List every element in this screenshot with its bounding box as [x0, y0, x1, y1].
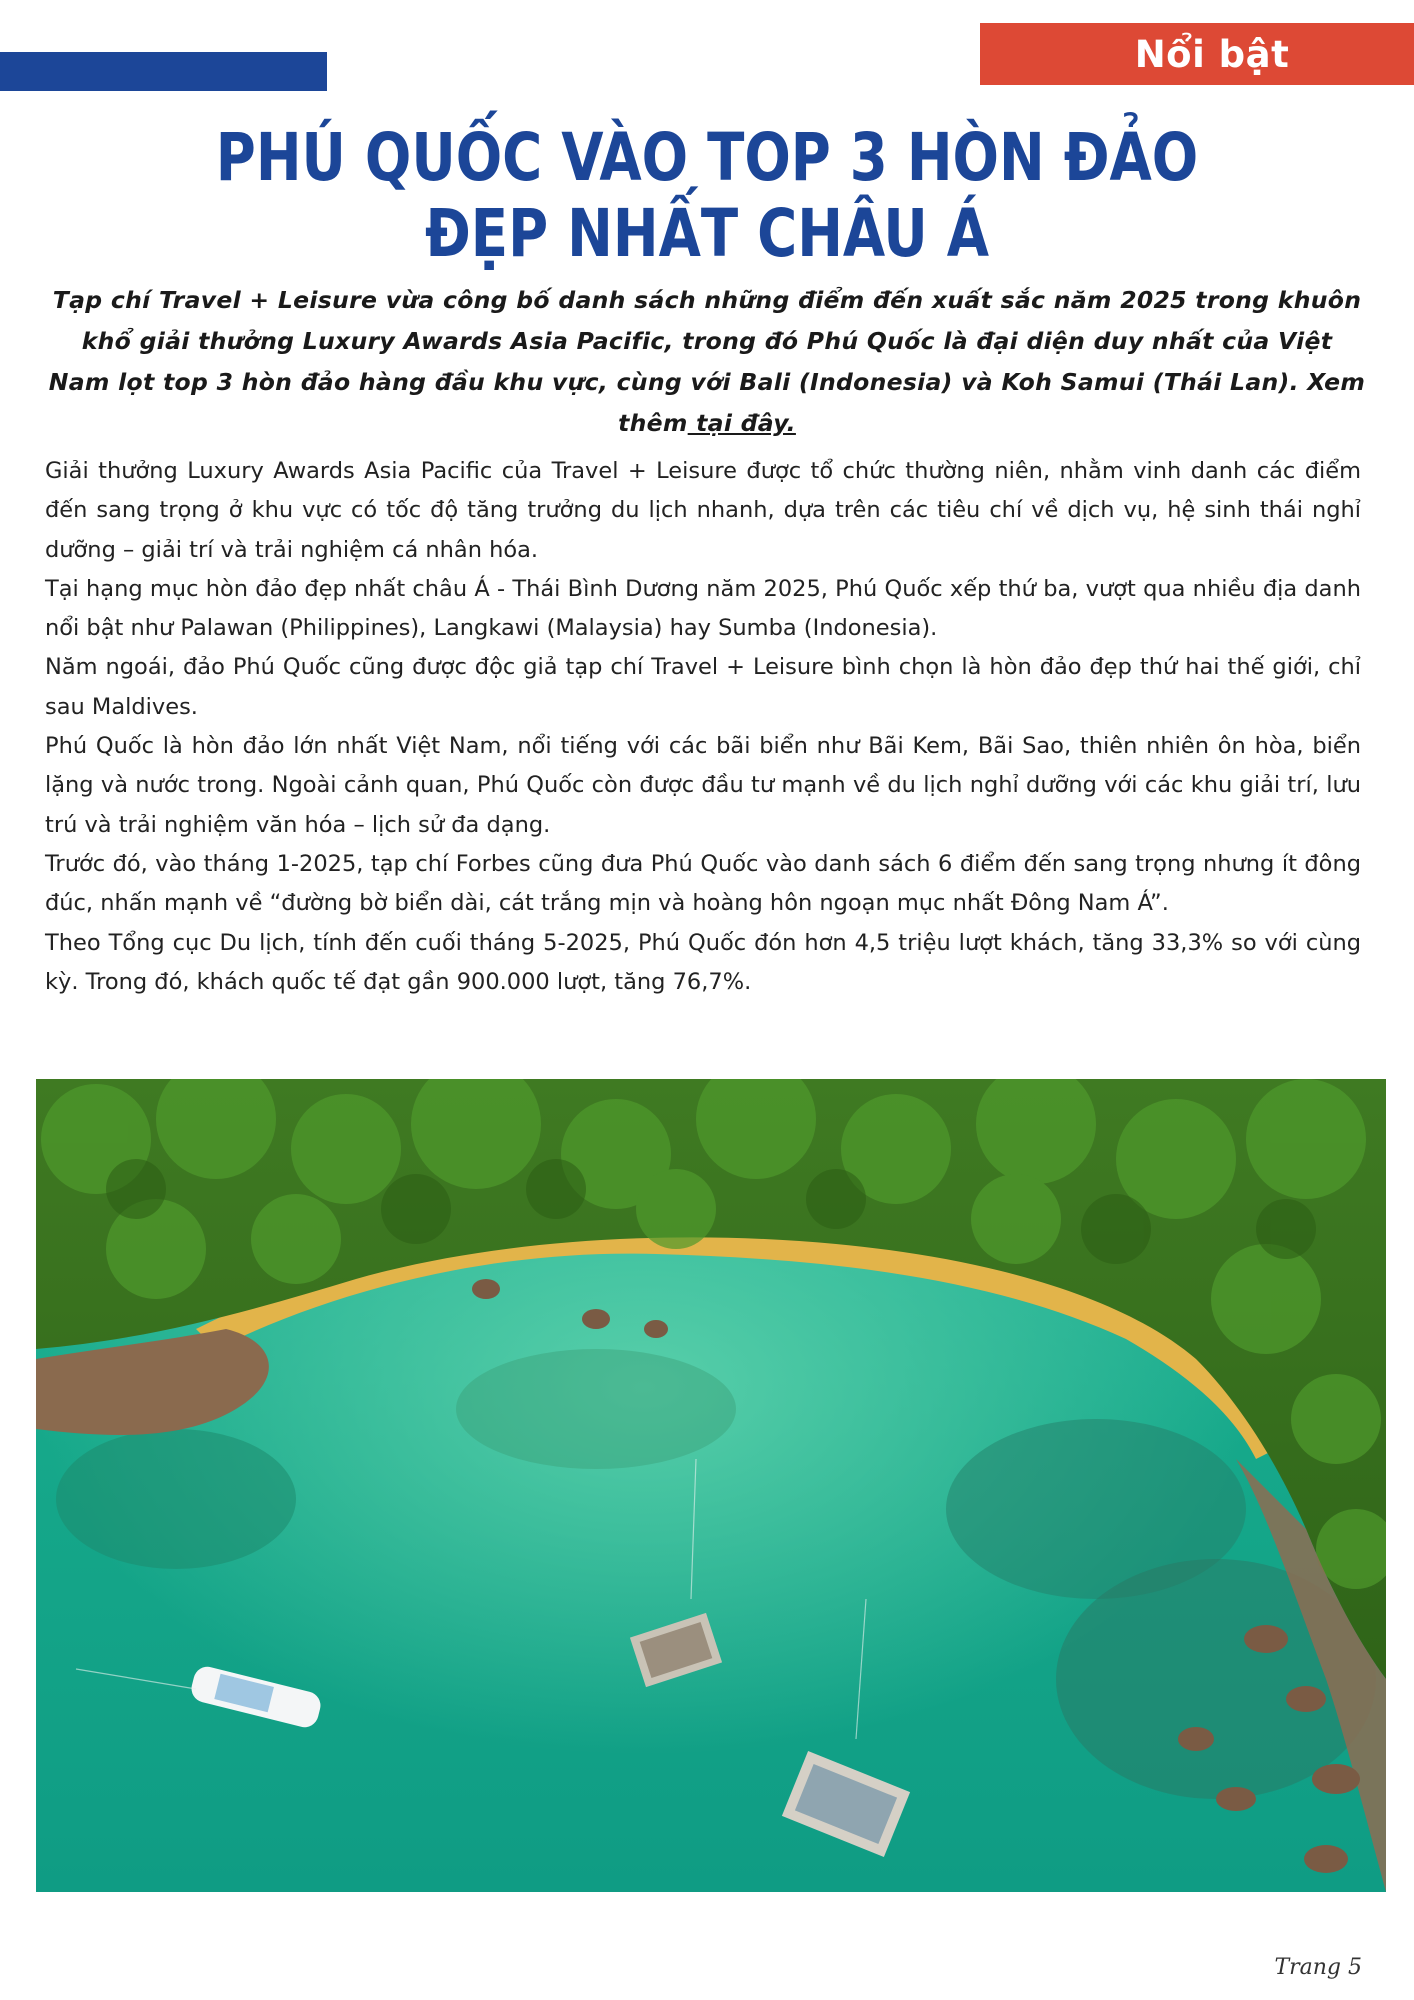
body-paragraph: Giải thưởng Luxury Awards Asia Pacific của Travel + Leisure được tổ chức thường niên, nhằm vinh danh các điểm đến sang trọng ở khu vực có tốc độ tăng trưởng du lịch nhanh, dựa trên các tiêu chí về dịch vụ, hệ sinh thái nghỉ dưỡng – giải trí và trải nghiệm cá nhân hóa.	[45, 458, 1361, 563]
body-paragraph: Phú Quốc là hòn đảo lớn nhất Việt Nam, nổi tiếng với các bãi biển như Bãi Kem, Bãi Sao, thiên nhiên ôn hòa, biển lặng và nước trong. Ngoài cảnh quan, Phú Quốc còn được đầu tư mạnh về du lịch nghỉ dưỡng với các khu giải trí, lưu trú và trải nghiệm văn hóa – lịch sử đa dạng.	[45, 733, 1361, 838]
section-badge-label: Nổi bật	[1134, 32, 1290, 76]
header-accent-bar	[0, 52, 327, 91]
page-number: Trang 5	[1274, 1955, 1362, 1980]
section-badge	[980, 23, 1414, 85]
article-body	[45, 452, 1361, 1002]
article-lead	[48, 280, 1366, 444]
aerial-beach-photo	[36, 1079, 1386, 1892]
body-paragraph: Năm ngoái, đảo Phú Quốc cũng được độc giả tạp chí Travel + Leisure bình chọn là hòn đảo đẹp thứ hai thế giới, chỉ sau Maldives.	[45, 654, 1361, 720]
body-paragraph: Tại hạng mục hòn đảo đẹp nhất châu Á - Thái Bình Dương năm 2025, Phú Quốc xếp thứ ba, vượt qua nhiều địa danh nổi bật như Palawan (Philippines), Langkawi (Malaysia) hay Sumba (Indonesia).	[45, 575, 1361, 642]
article-lead-text: Tạp chí Travel + Leisure vừa công bố danh sách những điểm đến xuất sắc năm 2025 trong khuôn khổ giải thưởng Luxury Awards Asia Pacific, trong đó Phú Quốc là đại diện duy nhất của Việt Nam lọt top 3 hòn đảo hàng đầu khu vực, cùng với Bali (Indonesia) và Koh Samui (Thái Lan). Xem thêm	[48, 286, 1366, 437]
article-title-line-2: ĐẸP NHẤT CHÂU Á	[425, 195, 989, 272]
article-title-line-1: PHÚ QUỐC VÀO TOP 3 HÒN ĐẢO	[215, 119, 1199, 196]
article-title	[185, 120, 1228, 272]
read-more-link[interactable]: tại đây.	[687, 409, 796, 437]
body-paragraph: Theo Tổng cục Du lịch, tính đến cuối tháng 5-2025, Phú Quốc đón hơn 4,5 triệu lượt khách, tăng 33,3% so với cùng kỳ. Trong đó, khách quốc tế đạt gần 900.000 lượt, tăng 76,7%.	[45, 929, 1361, 995]
body-paragraph: Trước đó, vào tháng 1-2025, tạp chí Forbes cũng đưa Phú Quốc vào danh sách 6 điểm đến sang trọng nhưng ít đông đúc, nhấn mạnh về “đường bờ biển dài, cát trắng mịn và hoàng hôn ngoạn mục nhất Đông Nam Á”.	[45, 850, 1361, 917]
